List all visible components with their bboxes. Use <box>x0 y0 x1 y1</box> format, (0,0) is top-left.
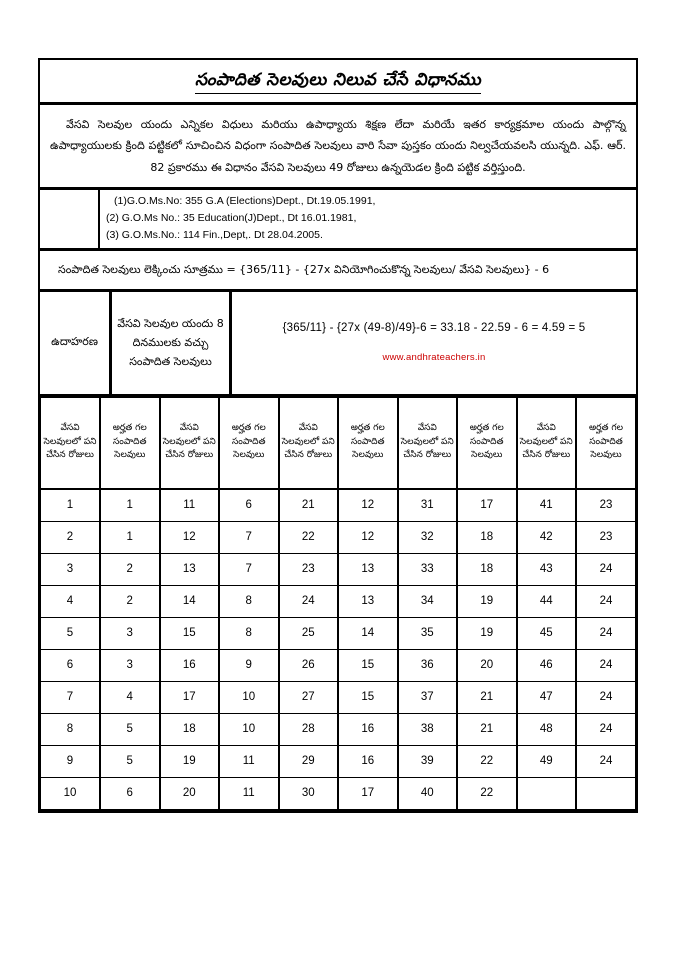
table-row <box>41 681 636 713</box>
table-cell: 25 <box>279 617 339 649</box>
table-cell: 22 <box>279 521 339 553</box>
table-cell <box>517 777 577 810</box>
table-cell: 9 <box>41 745 101 777</box>
table-cell: 49 <box>517 745 577 777</box>
table-cell: 31 <box>398 489 458 522</box>
table-cell: 40 <box>398 777 458 810</box>
document-frame <box>38 58 638 813</box>
table-row <box>41 617 636 649</box>
table-cell: 5 <box>100 713 160 745</box>
table-cell: 13 <box>338 585 398 617</box>
table-cell: 21 <box>279 489 339 522</box>
table-cell: 28 <box>279 713 339 745</box>
table-cell: 18 <box>160 713 220 745</box>
table-cell: 47 <box>517 681 577 713</box>
table-row <box>41 713 636 745</box>
table-cell: 32 <box>398 521 458 553</box>
formula-band <box>40 251 636 291</box>
table-cell: 24 <box>576 585 636 617</box>
table-cell: 13 <box>160 553 220 585</box>
table-cell <box>576 777 636 810</box>
table-cell: 24 <box>576 681 636 713</box>
table-column-header: వేసవి సెలవులలో పని చేసిన రోజులు <box>41 397 101 489</box>
table-cell: 19 <box>160 745 220 777</box>
table-header <box>41 397 636 489</box>
table-cell: 26 <box>279 649 339 681</box>
table-row <box>41 777 636 810</box>
table-cell: 6 <box>100 777 160 810</box>
page-title: సంపాదిత సెలవులు నిలువ చేసే విధానము <box>195 69 481 94</box>
table-cell: 1 <box>100 489 160 522</box>
table-cell: 44 <box>517 585 577 617</box>
intro-paragraph: వేసవి సెలవుల యందు ఎన్నికల విధులు మరియు ఉపాధ్యాయ శిక్షణ లేదా మరియే ఇతర కార్యక్రమాల యందు పాల్గొన్న ఉపాధ్యాయులకు క్రింది పట్టికలో సూచించిన విధంగా సంపాదిత సెలవులు వారి సేవా పుస్తకం యందు నిల్వచేయవలసి యున్నది. ఎఫ్. ఆర్. 82 ప్రకారము ఈ విధానం వేసవి సెలవులు 49 రోజులు ఉన్నయెడల క్రింది పట్టిక వర్తిస్తుంది. <box>50 117 626 174</box>
table-cell: 15 <box>338 681 398 713</box>
table-cell: 3 <box>100 617 160 649</box>
table-cell: 34 <box>398 585 458 617</box>
table-column-header: అర్హత గల సంపాదిత సెలవులు <box>338 397 398 489</box>
table-row <box>41 745 636 777</box>
go-reference-line: (2) G.O.Ms No.: 35 Education(J)Dept., Dt 16.01.1981, <box>106 212 357 225</box>
table-cell: 8 <box>219 617 279 649</box>
table-cell: 5 <box>41 617 101 649</box>
table-cell: 3 <box>41 553 101 585</box>
table-cell: 12 <box>338 489 398 522</box>
table-cell: 16 <box>160 649 220 681</box>
table-cell: 2 <box>100 585 160 617</box>
table-cell: 46 <box>517 649 577 681</box>
go-reference-line: (1)G.O.Ms.No: 355 G.A (Elections)Dept., Dt.19.05.1991, <box>114 195 376 208</box>
table-cell: 14 <box>160 585 220 617</box>
table-cell: 17 <box>160 681 220 713</box>
example-calculation-cell <box>232 292 636 394</box>
table-cell: 10 <box>219 713 279 745</box>
intro-band <box>40 105 636 190</box>
go-references-band <box>40 190 636 251</box>
table-cell: 22 <box>457 745 517 777</box>
table-cell: 45 <box>517 617 577 649</box>
table-cell: 37 <box>398 681 458 713</box>
table-cell: 24 <box>279 585 339 617</box>
table-cell: 14 <box>338 617 398 649</box>
table-column-header: అర్హత గల సంపాదిత సెలవులు <box>576 397 636 489</box>
go-reference-line: (3) G.O.Ms.No.: 114 Fin.,Dept,. Dt 28.04.2005. <box>106 229 323 242</box>
table-cell: 35 <box>398 617 458 649</box>
table-column-header: అర్హత గల సంపాదిత సెలవులు <box>100 397 160 489</box>
table-cell: 6 <box>219 489 279 522</box>
table-cell: 23 <box>576 489 636 522</box>
go-gutter-cell <box>40 190 100 248</box>
title-band <box>40 60 636 105</box>
table-cell: 36 <box>398 649 458 681</box>
table-cell: 17 <box>457 489 517 522</box>
table-cell: 3 <box>100 649 160 681</box>
table-cell: 7 <box>219 521 279 553</box>
table-cell: 16 <box>338 713 398 745</box>
example-band <box>40 292 636 397</box>
table-cell: 15 <box>338 649 398 681</box>
table-cell: 43 <box>517 553 577 585</box>
table-cell: 24 <box>576 617 636 649</box>
table-cell: 48 <box>517 713 577 745</box>
table-cell: 11 <box>160 489 220 522</box>
table-cell: 27 <box>279 681 339 713</box>
table-cell: 2 <box>41 521 101 553</box>
table-column-header: వేసవి సెలవులలో పని చేసిన రోజులు <box>160 397 220 489</box>
table-column-header: వేసవి సెలవులలో పని చేసిన రోజులు <box>279 397 339 489</box>
table-cell: 24 <box>576 745 636 777</box>
table-cell: 11 <box>219 745 279 777</box>
table-cell: 24 <box>576 649 636 681</box>
table-cell: 1 <box>100 521 160 553</box>
table-cell: 24 <box>576 713 636 745</box>
table-cell: 8 <box>41 713 101 745</box>
table-body <box>41 489 636 810</box>
table-cell: 33 <box>398 553 458 585</box>
table-column-header: వేసవి సెలవులలో పని చేసిన రోజులు <box>517 397 577 489</box>
table-cell: 4 <box>100 681 160 713</box>
table-cell: 13 <box>338 553 398 585</box>
table-cell: 41 <box>517 489 577 522</box>
table-cell: 42 <box>517 521 577 553</box>
table-cell: 7 <box>219 553 279 585</box>
table-cell: 11 <box>219 777 279 810</box>
table-column-header: వేసవి సెలవులలో పని చేసిన రోజులు <box>398 397 458 489</box>
table-cell: 10 <box>41 777 101 810</box>
table-cell: 15 <box>160 617 220 649</box>
table-cell: 21 <box>457 713 517 745</box>
table-cell: 6 <box>41 649 101 681</box>
table-cell: 18 <box>457 521 517 553</box>
table-cell: 10 <box>219 681 279 713</box>
table-row <box>41 521 636 553</box>
example-description: వేసవి సెలవుల యందు 8 దినములకు వచ్చు సంపాదిత సెలవులు <box>112 292 232 394</box>
table-cell: 29 <box>279 745 339 777</box>
table-cell: 2 <box>100 553 160 585</box>
table-column-header: అర్హత గల సంపాదిత సెలవులు <box>457 397 517 489</box>
formula-text: సంపాదిత సెలవులు లెక్కించు సూత్రము = {365/11} - {27x వినియోగించుకొన్న సెలవులు/ వేసవి సెలవులు} - 6 <box>58 263 550 277</box>
earned-leave-table <box>40 397 636 811</box>
table-cell: 1 <box>41 489 101 522</box>
table-cell: 23 <box>279 553 339 585</box>
watermark-text: www.andhrateachers.in <box>382 352 486 364</box>
table-row <box>41 553 636 585</box>
table-cell: 20 <box>457 649 517 681</box>
table-cell: 16 <box>338 745 398 777</box>
table-cell: 12 <box>160 521 220 553</box>
table-cell: 18 <box>457 553 517 585</box>
table-row <box>41 649 636 681</box>
table-cell: 5 <box>100 745 160 777</box>
table-cell: 39 <box>398 745 458 777</box>
table-column-header: అర్హత గల సంపాదిత సెలవులు <box>219 397 279 489</box>
table-cell: 9 <box>219 649 279 681</box>
table-cell: 4 <box>41 585 101 617</box>
table-header-row <box>41 397 636 489</box>
table-cell: 20 <box>160 777 220 810</box>
table-cell: 19 <box>457 585 517 617</box>
table-cell: 21 <box>457 681 517 713</box>
table-cell: 23 <box>576 521 636 553</box>
table-cell: 17 <box>338 777 398 810</box>
table-row <box>41 489 636 522</box>
table-cell: 24 <box>576 553 636 585</box>
table-row <box>41 585 636 617</box>
example-calculation: {365/11} - {27x (49-8)/49}-6 = 33.18 - 22.59 - 6 = 4.59 = 5 <box>282 322 586 335</box>
table-cell: 38 <box>398 713 458 745</box>
table-cell: 12 <box>338 521 398 553</box>
table-cell: 7 <box>41 681 101 713</box>
table-cell: 30 <box>279 777 339 810</box>
go-references-list <box>100 190 636 248</box>
example-label: ఉదాహరణ <box>40 292 112 394</box>
table-cell: 22 <box>457 777 517 810</box>
table-cell: 19 <box>457 617 517 649</box>
table-cell: 8 <box>219 585 279 617</box>
